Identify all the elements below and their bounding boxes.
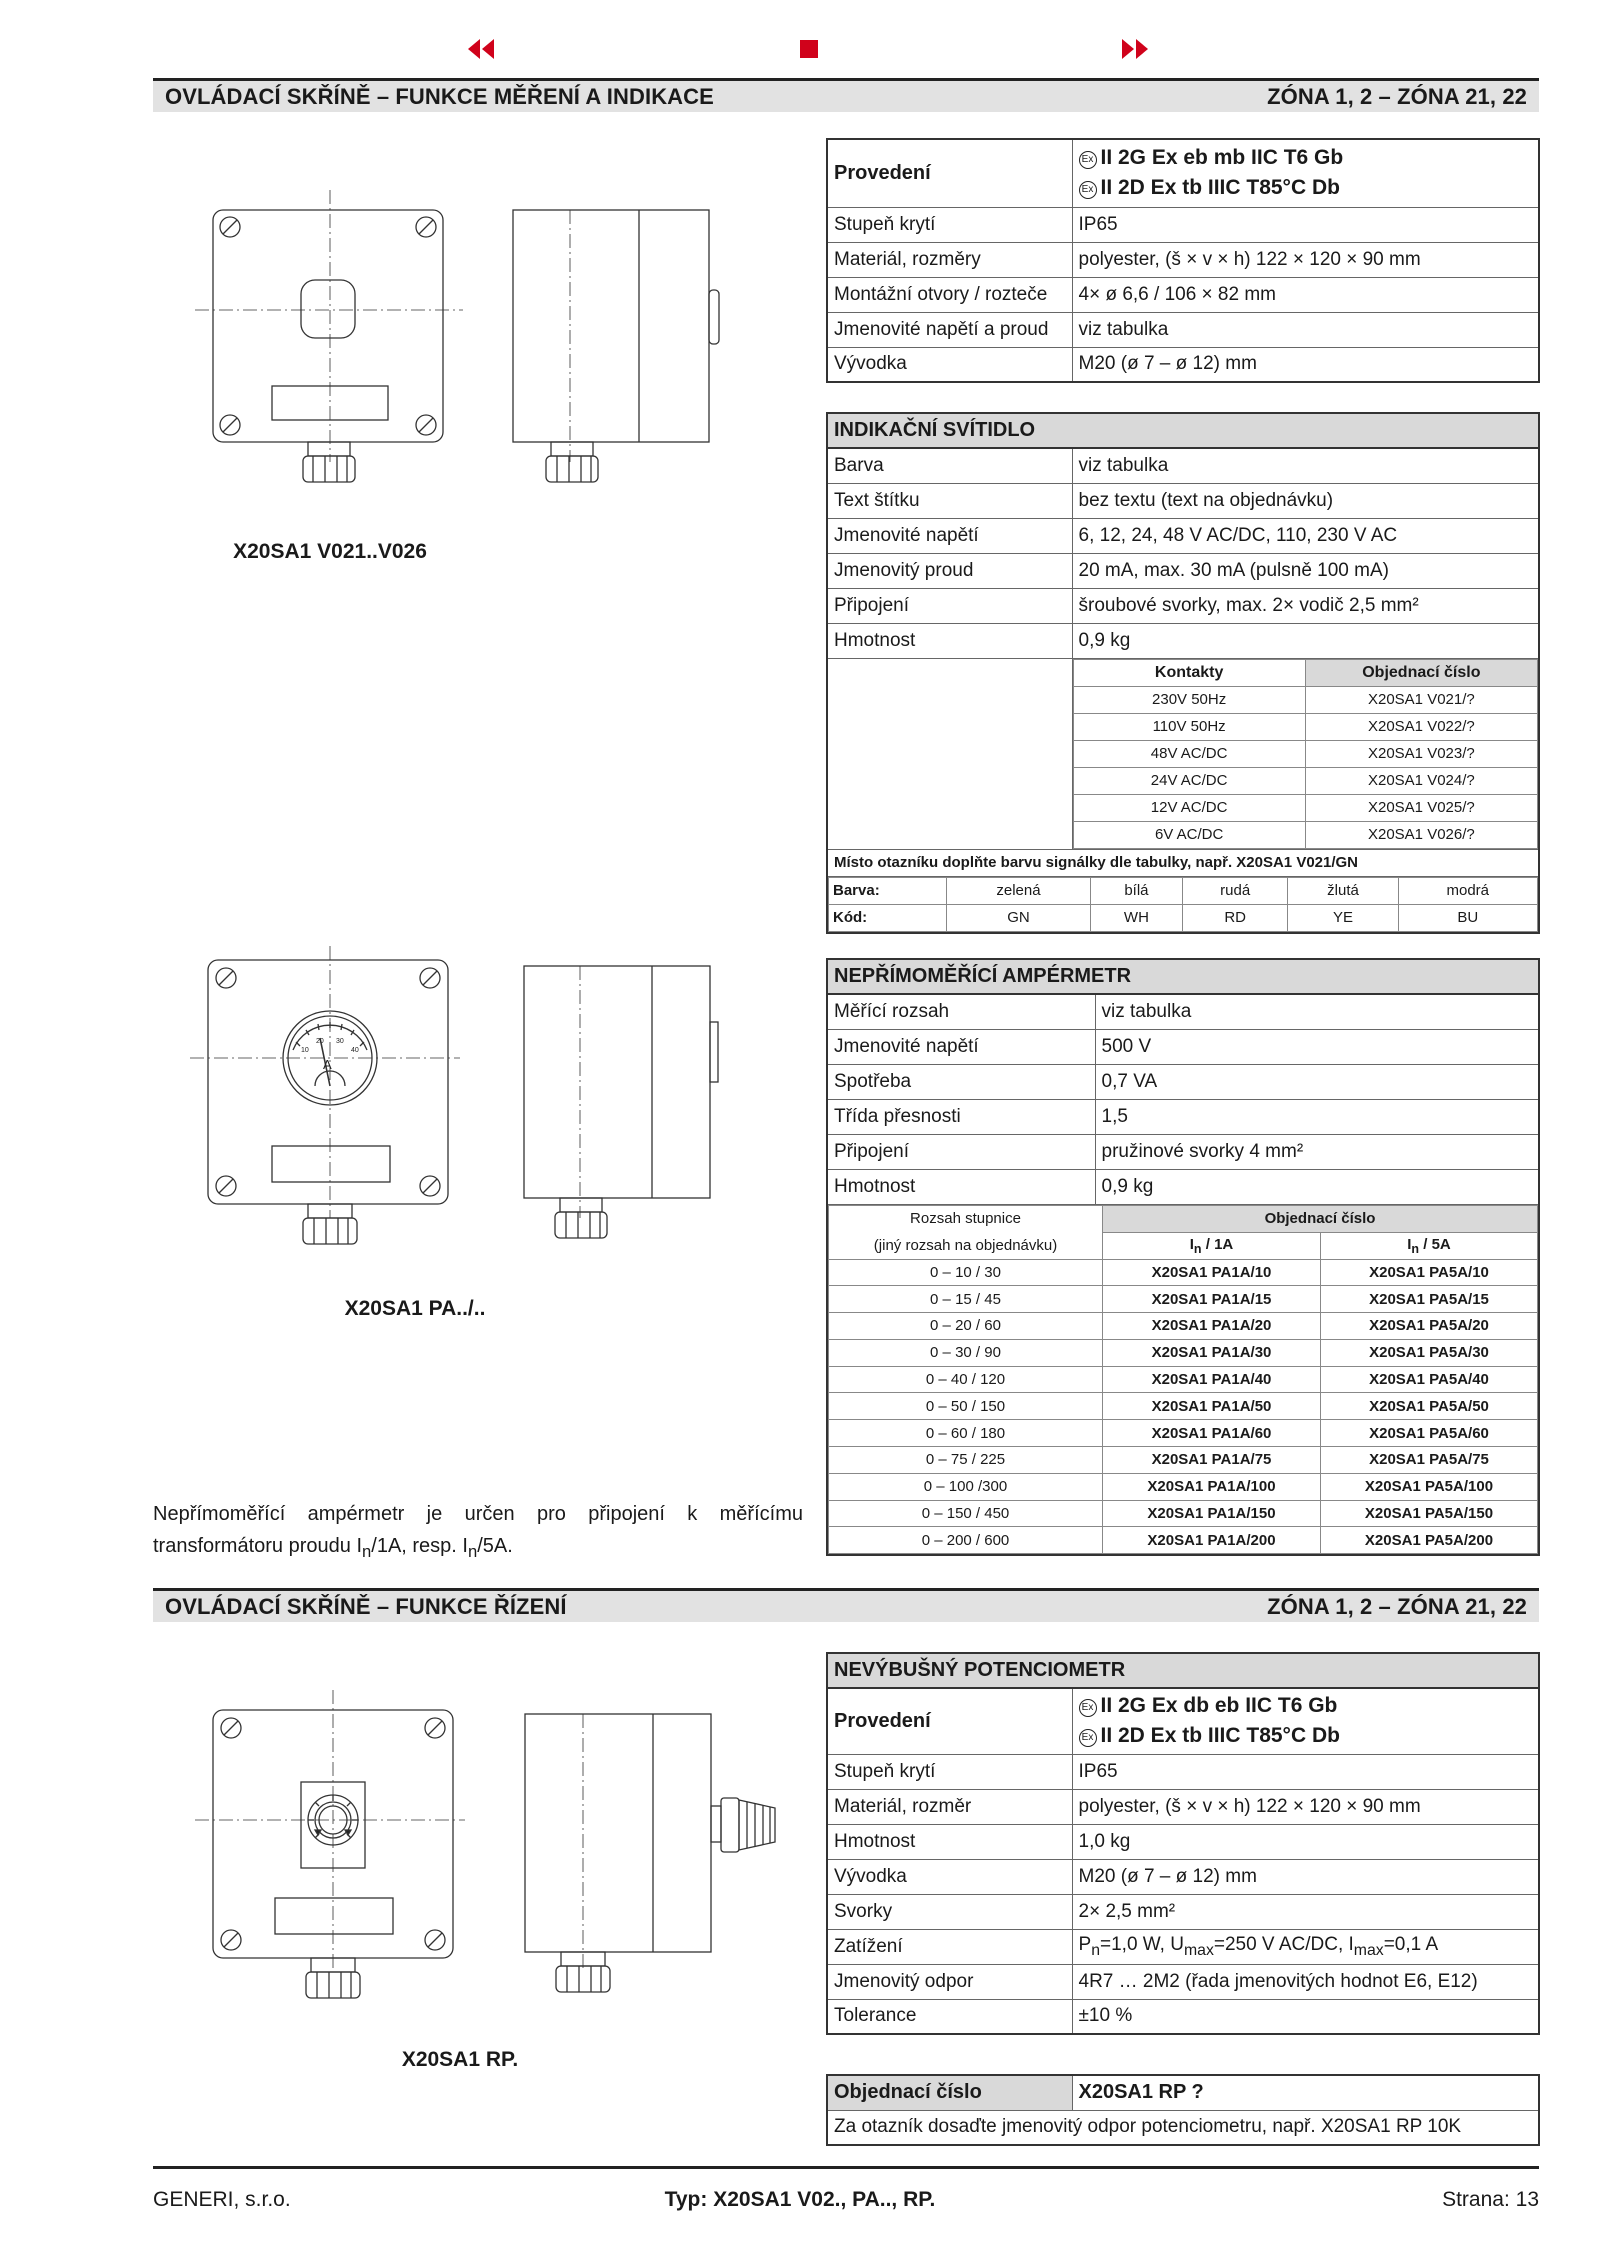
contact-cell: 6V AC/DC [1073,821,1305,848]
order-number-cell: X20SA1 V022/? [1305,713,1537,740]
empty-cell [827,658,1072,849]
spec-key: Měřící rozsah [827,994,1095,1029]
spec-key: Hmotnost [827,1169,1095,1204]
spec-value: 4× ø 6,6 / 106 × 82 mm [1072,277,1539,312]
footer-company: GENERI, s.r.o. [153,2188,291,2211]
spec-value: viz tabulka [1072,312,1539,347]
order-number-cell: X20SA1 PA1A/40 [1103,1366,1321,1393]
table-row [827,347,1539,382]
spec-value: 0,9 kg [1072,623,1539,658]
table-row [827,277,1539,312]
spec-key: Text štítku [827,483,1072,518]
spec-value: ±10 % [1072,1999,1539,2034]
order-value: X20SA1 RP ? [1072,2075,1539,2110]
spec-key: Třída přesnosti [827,1099,1095,1134]
code-label: Kód: [829,904,947,931]
range-cell: 0 – 100 /300 [829,1473,1103,1500]
order-label: Objednací číslo [827,2075,1072,2110]
order-number-cell: X20SA1 PA5A/60 [1321,1420,1538,1447]
order-number-cell: X20SA1 V021/? [1305,686,1537,713]
order-number-cell: X20SA1 PA5A/100 [1321,1473,1538,1500]
spec-value: M20 (ø 7 – ø 12) mm [1072,1859,1539,1894]
meter-tick-label: 10 [301,1047,309,1054]
section-title: OVLÁDACÍ SKŘÍNĚ – FUNKCE ŘÍZENÍ [165,1593,567,1619]
spec-key: Stupeň krytí [827,1754,1072,1789]
stop-square-icon [798,38,820,60]
table-row [1073,821,1538,848]
spec-value: bez textu (text na objednávku) [1072,483,1539,518]
spec-value: 4R7 … 2M2 (řada jmenovitých hodnot E6, E12) [1072,1964,1539,1999]
potentiometer-knob [301,1782,365,1868]
order-number-cell: X20SA1 V026/? [1305,821,1537,848]
order-number-cell: X20SA1 PA1A/15 [1103,1286,1321,1313]
spec-value: $P_n=1,0$ W, $U_{max}=250$ V AC/DC, $I_{max}=0,1$ A [1072,1929,1539,1964]
order-number-cell: X20SA1 PA5A/50 [1321,1393,1538,1420]
ex-mark-icon: Ex [1079,1699,1097,1717]
spec-value: IP65 [1072,207,1539,242]
table-title: NEVÝBUŠNÝ POTENCIOMETR [827,1653,1539,1688]
table-row [1073,713,1538,740]
rewind-icon [466,38,496,60]
range-cell: 0 – 75 / 225 [829,1447,1103,1474]
meter-unit-label: A [323,1057,332,1072]
section-header [153,78,1539,112]
table-title: INDIKAČNÍ SVÍTIDLO [827,413,1539,448]
table-row [829,1447,1538,1474]
order-number-cell: X20SA1 PA5A/20 [1321,1313,1538,1340]
footer-type: Typ: X20SA1 V02., PA.., RP. [664,2188,936,2211]
spec-key: Provedení [827,139,1072,207]
contact-cell: 12V AC/DC [1073,794,1305,821]
section-zone: ZÓNA 1, 2 – ZÓNA 21, 22 [1267,83,1527,109]
order-number-cell: X20SA1 PA1A/30 [1103,1339,1321,1366]
ex-mark-icon: Ex [1079,181,1097,199]
ex-marking: II 2D Ex tb IIIC T85°C Db [1100,1724,1340,1748]
order-number-cell: X20SA1 PA1A/20 [1103,1313,1321,1340]
range-cell: 0 – 50 / 150 [829,1393,1103,1420]
order-number-cell: X20SA1 PA5A/200 [1321,1527,1538,1554]
spec-key: Hmotnost [827,1824,1072,1859]
table-row [829,1313,1538,1340]
column-header: Objednací číslo [1305,659,1537,686]
spec-key: Provedení [827,1688,1072,1754]
meter-tick-label: 30 [336,1038,344,1045]
section-zone: ZÓNA 1, 2 – ZÓNA 21, 22 [1267,1593,1527,1619]
order-number-cell: X20SA1 PA1A/150 [1103,1500,1321,1527]
range-cell: 0 – 10 / 30 [829,1259,1103,1286]
table-row [829,1500,1538,1527]
spec-key: Vývodka [827,1859,1072,1894]
order-note: Za otazník dosaďte jmenovitý odpor potenciometru, např. X20SA1 RP 10K [827,2110,1539,2145]
spec-key: Tolerance [827,1999,1072,2034]
table-row [1073,740,1538,767]
ex-marking: II 2G Ex eb mb IIC T6 Gb [1100,146,1344,170]
lamp-order-table [1073,659,1539,849]
potentiometer-spec-table [826,1652,1540,2035]
order-number-cell: X20SA1 PA5A/40 [1321,1366,1538,1393]
next-page-button[interactable] [1118,34,1152,64]
color-cell: rudá [1182,877,1288,904]
range-cell: 0 – 60 / 180 [829,1420,1103,1447]
spec-value: 6, 12, 24, 48 V AC/DC, 110, 230 V AC [1072,518,1539,553]
spec-value: 0,7 VA [1095,1064,1539,1099]
section-header [153,1588,1539,1622]
spec-key: Jmenovitý proud [827,553,1072,588]
color-cell: modrá [1398,877,1537,904]
contact-cell: 230V 50Hz [1073,686,1305,713]
color-cell: zelená [947,877,1091,904]
lamp-enclosure-drawing [195,190,735,510]
spec-key: Svorky [827,1894,1072,1929]
code-cell: WH [1090,904,1182,931]
table-row [827,242,1539,277]
ammeter-spec-table [826,958,1540,1556]
spec-value: viz tabulka [1095,994,1539,1029]
spec-value: viz tabulka [1072,448,1539,483]
fast-forward-icon [1120,38,1150,60]
order-number-cell: X20SA1 PA5A/30 [1321,1339,1538,1366]
spec-value: polyester, (š × v × h) 122 × 120 × 90 mm [1072,1789,1539,1824]
spec-key: Spotřeba [827,1064,1095,1099]
section-title: OVLÁDACÍ SKŘÍNĚ – FUNKCE MĚŘENÍ A INDIKACE [165,83,714,109]
order-number-cell: X20SA1 PA1A/60 [1103,1420,1321,1447]
spec-value: šroubové svorky, max. 2× vodič 2,5 mm² [1072,588,1539,623]
column-subheader: (jiný rozsah na objednávku) [829,1232,1103,1259]
order-number-cell: X20SA1 PA1A/50 [1103,1393,1321,1420]
drawing-caption: X20SA1 PA../.. [344,1297,486,1320]
order-number-cell: X20SA1 PA5A/75 [1321,1447,1538,1474]
code-cell: RD [1182,904,1288,931]
footer-page-number: Strana: 13 [1442,2188,1539,2211]
ammeter-description [153,1498,803,1568]
table-row [827,207,1539,242]
lamp-spec-table [826,412,1540,934]
spec-key: Jmenovité napětí [827,518,1072,553]
range-cell: 0 – 20 / 60 [829,1313,1103,1340]
code-cell: GN [947,904,1091,931]
lamp-note: Místo otazníku doplňte barvu signálky dle tabulky, např. X20SA1 V021/GN [827,849,1539,876]
table-row [829,1527,1538,1554]
spec-key: Jmenovitý odpor [827,1964,1072,1999]
table-row [829,1339,1538,1366]
contact-cell: 48V AC/DC [1073,740,1305,767]
spec-key: Jmenovité napětí a proud [827,312,1072,347]
range-cell: 0 – 40 / 120 [829,1366,1103,1393]
spec-value: pružinové svorky 4 mm² [1095,1134,1539,1169]
order-number-cell: X20SA1 PA1A/100 [1103,1473,1321,1500]
column-header: Rozsah stupnice [829,1205,1103,1232]
table-row [829,1366,1538,1393]
color-code-table [828,877,1538,932]
spec-value [1072,139,1539,207]
spec-value: 2× 2,5 mm² [1072,1894,1539,1929]
range-cell: 0 – 200 / 600 [829,1527,1103,1554]
footer-divider [153,2166,1539,2169]
spec-key: Připojení [827,588,1072,623]
order-number-cell: X20SA1 PA1A/200 [1103,1527,1321,1554]
spec-value: 1,5 [1095,1099,1539,1134]
order-number-cell: X20SA1 PA5A/10 [1321,1259,1538,1286]
table-row [829,1393,1538,1420]
spec-value: 20 mA, max. 30 mA (pulsně 100 mA) [1072,553,1539,588]
spec-key: Připojení [827,1134,1095,1169]
color-cell: žlutá [1288,877,1398,904]
ex-mark-icon: Ex [1079,151,1097,169]
table-row [829,1259,1538,1286]
contact-cell: 24V AC/DC [1073,767,1305,794]
column-header: $I_n / 1A$ [1103,1232,1321,1259]
order-number-cell: X20SA1 V024/? [1305,767,1537,794]
column-header: $I_n / 5A$ [1321,1232,1538,1259]
spec-value: IP65 [1072,1754,1539,1789]
order-number-cell: X20SA1 V023/? [1305,740,1537,767]
color-label: Barva: [829,877,947,904]
table-row [1073,686,1538,713]
column-header: Objednací číslo [1103,1205,1538,1232]
code-cell: BU [1398,904,1537,931]
general-spec-table [826,138,1540,383]
range-cell: 0 – 15 / 45 [829,1286,1103,1313]
table-row [827,312,1539,347]
order-number-cell: X20SA1 PA5A/15 [1321,1286,1538,1313]
drawing-caption: X20SA1 RP. [401,2048,519,2071]
range-cell: 0 – 30 / 90 [829,1339,1103,1366]
table-row [1073,794,1538,821]
color-cell: bílá [1090,877,1182,904]
previous-page-button[interactable] [464,34,498,64]
potentiometer-enclosure-drawing [195,1690,795,2010]
order-number-cell: X20SA1 V025/? [1305,794,1537,821]
spec-key: Zatížení [827,1929,1072,1964]
range-cell: 0 – 150 / 450 [829,1500,1103,1527]
spec-key: Vývodka [827,347,1072,382]
spec-key: Materiál, rozměry [827,242,1072,277]
table-row [829,1286,1538,1313]
ammeter-order-table [828,1205,1538,1555]
spec-key: Jmenovité napětí [827,1029,1095,1064]
table-row [1073,767,1538,794]
column-header: Kontakty [1073,659,1305,686]
order-number-cell: X20SA1 PA1A/10 [1103,1259,1321,1286]
meter-tick-label: 20 [316,1038,324,1045]
ex-marking: II 2G Ex db eb IIC T6 Gb [1100,1694,1338,1718]
table-row [829,1473,1538,1500]
table-row [829,1420,1538,1447]
spec-value: M20 (ø 7 – ø 12) mm [1072,347,1539,382]
drawing-caption: X20SA1 V021..V026 [233,540,427,563]
ex-marking: II 2D Ex tb IIIC T85°C Db [1100,176,1340,200]
spec-key: Materiál, rozměr [827,1789,1072,1824]
order-number-cell: X20SA1 PA1A/75 [1103,1447,1321,1474]
spec-value: 500 V [1095,1029,1539,1064]
meter-tick-label: 40 [351,1047,359,1054]
description-text: Nepřímoměřící ampérmetr je určen pro připojení k měřícímu transformátoru proudu $I_n/1A$, resp. $I_n/5A$. [153,1503,803,1561]
spec-key: Stupeň krytí [827,207,1072,242]
spec-value [1072,1688,1539,1754]
spec-key: Montážní otvory / rozteče [827,277,1072,312]
contact-cell: 110V 50Hz [1073,713,1305,740]
spec-value: 1,0 kg [1072,1824,1539,1859]
spec-value: 0,9 kg [1095,1169,1539,1204]
spec-key: Hmotnost [827,623,1072,658]
home-button[interactable] [792,34,826,64]
order-number-cell: X20SA1 PA5A/150 [1321,1500,1538,1527]
ex-mark-icon: Ex [1079,1729,1097,1747]
spec-key: Barva [827,448,1072,483]
table-row [827,139,1539,207]
spec-value: polyester, (š × v × h) 122 × 120 × 90 mm [1072,242,1539,277]
code-cell: YE [1288,904,1398,931]
potentiometer-order-table [826,2074,1540,2146]
ammeter-enclosure-drawing [190,946,730,1266]
table-title: NEPŘÍMOMĚŘÍCÍ AMPÉRMETR [827,959,1539,994]
